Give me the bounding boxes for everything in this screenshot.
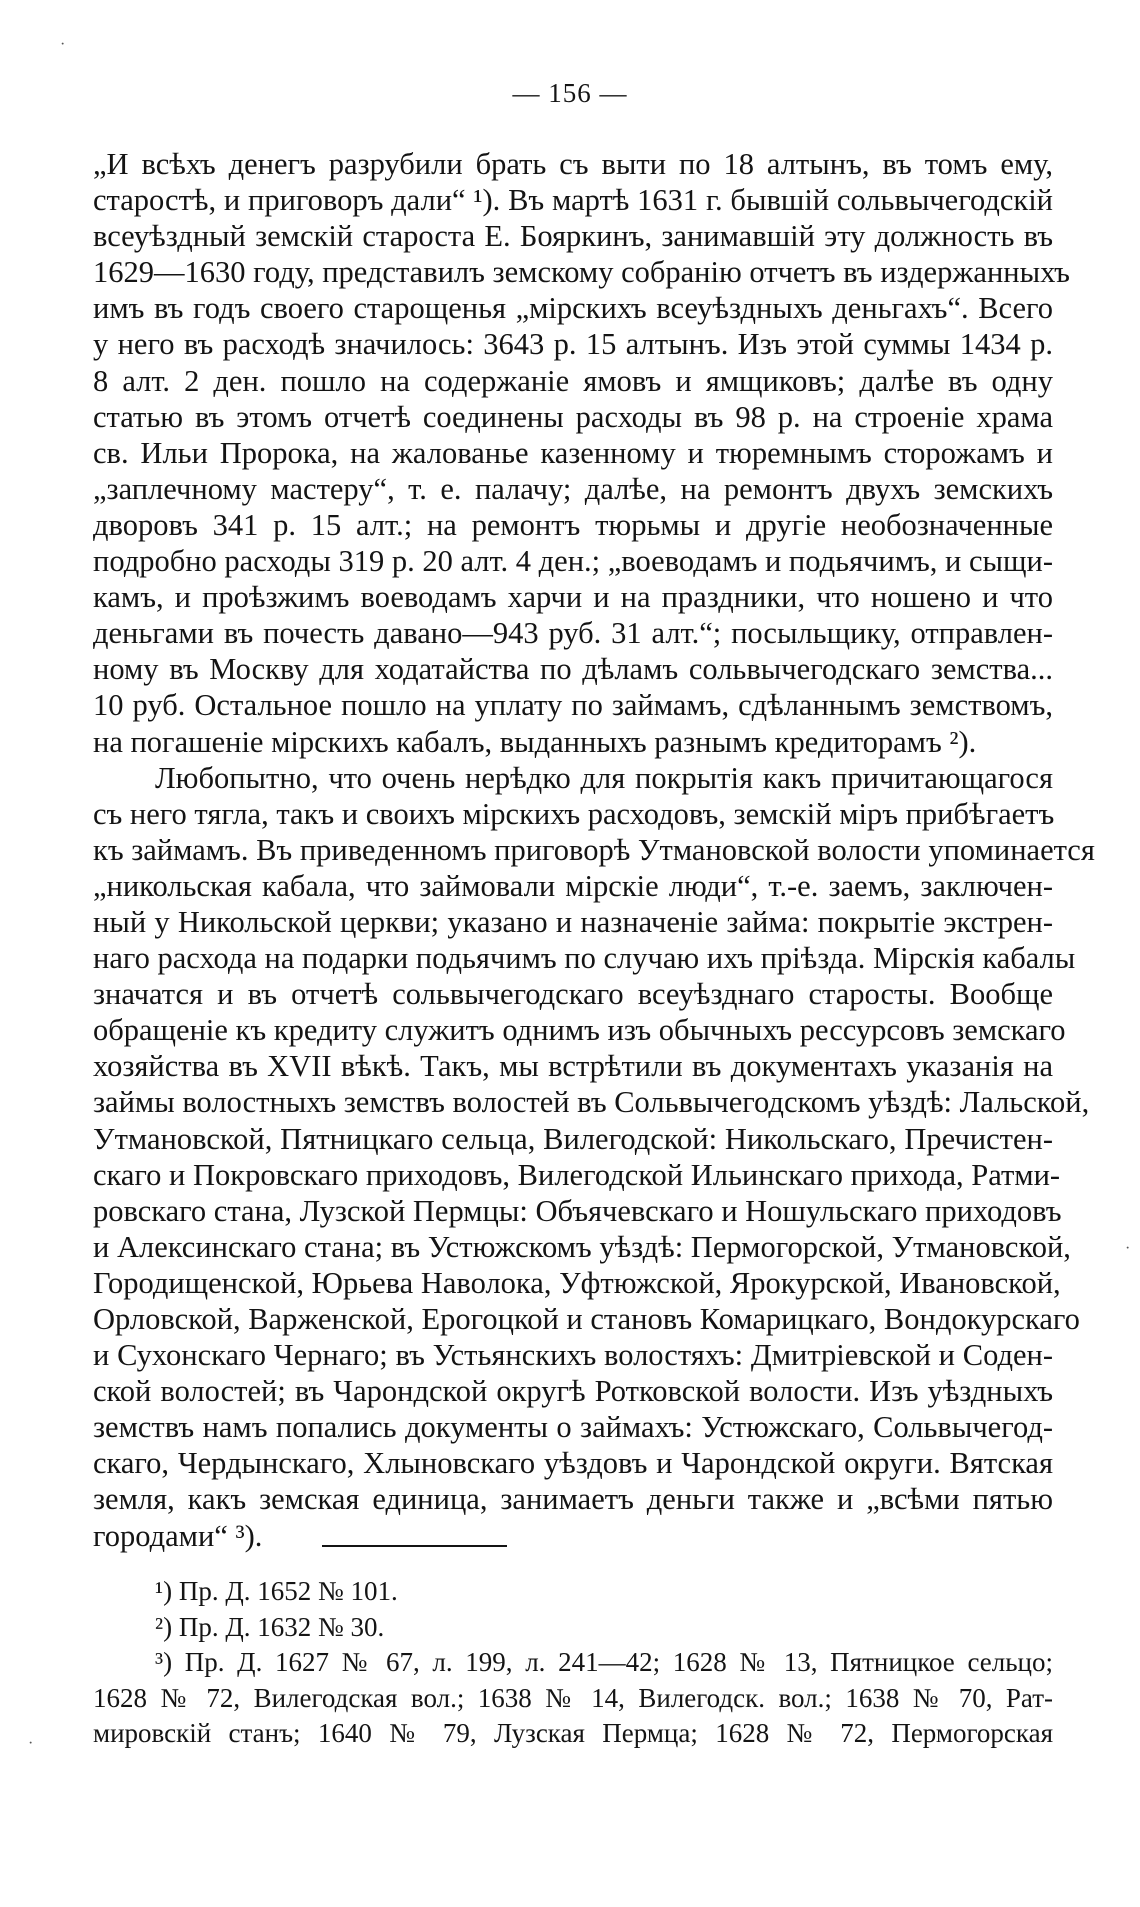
- text-line: Городищенской, Юрьева Наволока, Уфтюжской, Ярокурской, Ивановской,: [93, 1265, 1061, 1300]
- text-line: имъ въ годъ своего старощенья „мірскихъ всеуѣздныхъ деньгахъ“. Всего: [93, 291, 1053, 326]
- text-line: наго расхода на подарки подьячимъ по случаю ихъ пріѣзда. Мірскія кабалы: [93, 941, 1076, 976]
- text-line: ному въ Москву для ходатайства по дѣламъ сольвычегодскаго земства...: [93, 652, 1053, 687]
- main-text: [93, 146, 1095, 1554]
- text-line: городами“ ³).: [93, 1518, 263, 1553]
- text-line: ской волостей; въ Чарондской округѣ Ротковской волости. Изъ уѣздныхъ: [93, 1374, 1053, 1409]
- text-line: и Сухонскаго Чернаго; въ Устьянскихъ волостяхъ: Дмитріевской и Соден-: [93, 1338, 1053, 1373]
- text-line: „никольская кабала, что займовали мірскіе люди“, т.-е. заемъ, заключен-: [93, 868, 1053, 903]
- text-line: значатся и въ отчетѣ сольвычегодскаго всеуѣзднаго старосты. Вообще: [93, 977, 1053, 1012]
- text-line: Орловской, Варженской, Ерогоцкой и становъ Комарицкаго, Вондокурскаго: [93, 1302, 1080, 1336]
- text-line: земля, какъ земская единица, занимаетъ деньги также и „всѣми пятью: [93, 1482, 1053, 1517]
- text-line: съ него тягла, такъ и своихъ мірскихъ расходовъ, земскій міръ прибѣгаетъ: [93, 796, 1055, 831]
- scan-speck: ·: [60, 36, 66, 53]
- text-line: статью въ этомъ отчетѣ соединены расходы въ 98 р. на строеніе храма: [93, 399, 1053, 434]
- text-line: скаго, Чердынскаго, Хлыновскаго уѣздовъ и Чарондской округи. Вятская: [93, 1446, 1053, 1481]
- text-line: у него въ расходѣ значилось: 3643 р. 15 алтынъ. Изъ этой суммы 1434 р.: [93, 327, 1053, 362]
- scan-speck: ·: [28, 1735, 34, 1752]
- text-line: „И всѣхъ денегъ разрубили брать съ выти по 18 алтынъ, въ томъ ему,: [93, 147, 1053, 181]
- paragraph-start: Любопытно, что очень нерѣдко для покрытія какъ причитающагося: [155, 760, 1053, 795]
- text-line: старостѣ, и приговоръ дали“ ¹). Въ мартѣ 1631 г. бывшій сольвычегодскій: [93, 183, 1053, 218]
- text-line: 8 алт. 2 ден. пошло на содержаніе ямовъ и ямщиковъ; далѣе въ одну: [93, 363, 1053, 398]
- text-line: скаго и Покровскаго приходовъ, Вилегодской Ильинскаго прихода, Ратми-: [93, 1157, 1061, 1192]
- text-line: и Алексинскаго стана; въ Устюжскомъ уѣздѣ: Пермогорской, Утмановской,: [93, 1229, 1071, 1264]
- text-line: на погашеніе мірскихъ кабалъ, выданныхъ разнымъ кредиторамъ ²).: [93, 724, 977, 759]
- page-number: — 156 —: [512, 78, 628, 108]
- text-line: хозяйства въ XVII вѣкѣ. Такъ, мы встрѣтили въ документахъ указанія на: [93, 1049, 1053, 1084]
- footnote-3: ³) Пр. Д. 1627 № 67, л. 199, л. 241—42; 1628 № 13, Пятницкое сельцо;: [155, 1647, 1053, 1677]
- footnotes: [93, 1574, 1053, 1752]
- footnote-1: ¹) Пр. Д. 1652 № 101.: [155, 1576, 398, 1606]
- footnote-separator: [322, 1545, 507, 1547]
- footnote-3-cont: мировскій станъ; 1640 № 79, Лузская Пермца; 1628 № 72, Пермогорская: [93, 1718, 1053, 1748]
- text-line: ровскаго стана, Лузской Пермцы: Объячевскаго и Ношульскаго приходовъ: [93, 1193, 1062, 1228]
- text-line: земствъ намъ попались документы о займахъ: Устюжскаго, Сольвычегод-: [93, 1410, 1053, 1445]
- text-line: обращеніе къ кредиту служитъ однимъ изъ обычныхъ рессурсовъ земскаго: [93, 1013, 1066, 1048]
- text-line: 1629—1630 году, представилъ земскому собранію отчетъ въ издержанныхъ: [93, 255, 1070, 290]
- text-line: камъ, и проѣзжимъ воеводамъ харчи и на праздники, что ношено и что: [93, 580, 1053, 615]
- text-line: „заплечному мастеру“, т. е. палачу; далѣе, на ремонтъ двухъ земскихъ: [93, 471, 1053, 506]
- footnote-3-cont: 1628 № 72, Вилегодская вол.; 1638 № 14, Вилегодск. вол.; 1638 № 70, Рат-: [93, 1682, 1053, 1713]
- text-line: къ займамъ. Въ приведенномъ приговорѣ Утмановской волости упоминается: [93, 832, 1095, 867]
- text-line: всеуѣздный земскій староста Е. Бояркинъ, занимавшій эту должность въ: [93, 219, 1053, 254]
- text-line: Утмановской, Пятницкаго сельца, Вилегодской: Никольскаго, Пречистен-: [93, 1121, 1053, 1156]
- text-line: ный у Никольской церкви; указано и назначеніе займа: покрытіе экстрен-: [93, 904, 1053, 939]
- text-line: св. Ильи Пророка, на жалованье казенному и тюремнымъ сторожамъ и: [93, 435, 1053, 470]
- text-line: 10 руб. Остальное пошло на уплату по займамъ, сдѣланнымъ земствомъ,: [93, 688, 1053, 723]
- text-line: подробно расходы 319 р. 20 алт. 4 ден.; „воеводамъ и подьячимъ, и сыщи-: [93, 544, 1053, 579]
- footnote-2: ²) Пр. Д. 1632 № 30.: [155, 1611, 385, 1642]
- text-line: дворовъ 341 р. 15 алт.; на ремонтъ тюрьмы и другіе необозначенные: [93, 507, 1053, 542]
- text-line: деньгами въ почесть давано—943 руб. 31 алт.“; посыльщику, отправлен-: [93, 616, 1053, 651]
- text-line: займы волостныхъ земствъ волостей въ Сольвычегодскомъ уѣздѣ: Лальской,: [93, 1085, 1090, 1120]
- scan-speck: ·: [1125, 1240, 1131, 1257]
